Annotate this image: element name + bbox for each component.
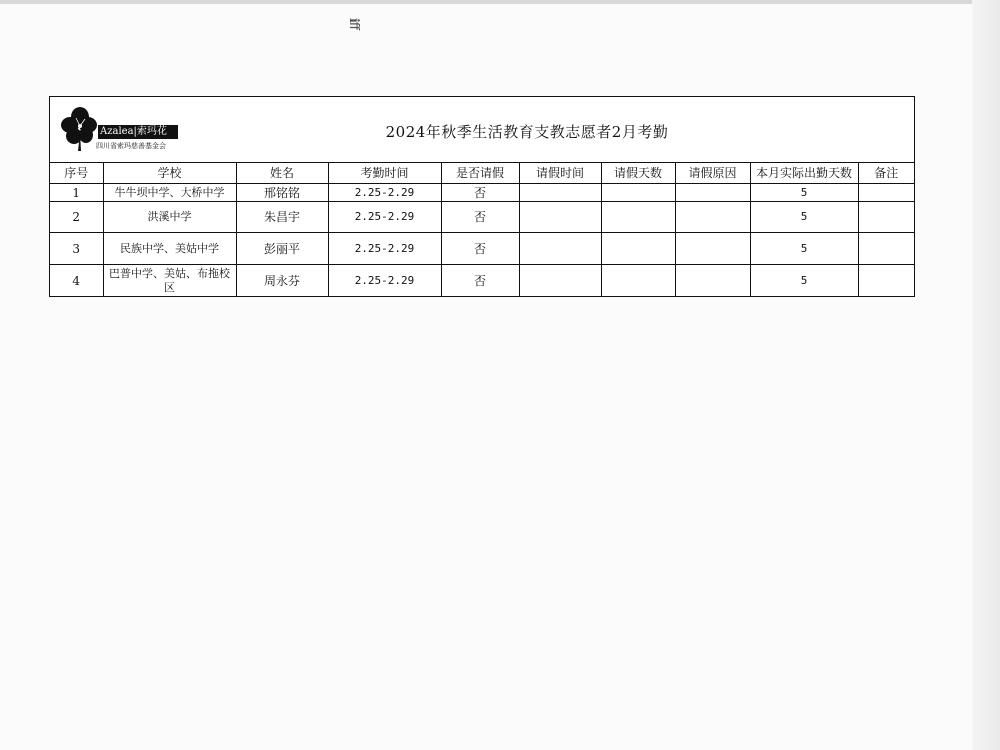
header-cell: 请假原因 — [675, 163, 750, 184]
leave-reason-cell — [675, 202, 750, 233]
note-cell — [858, 233, 914, 265]
title-row — [50, 97, 914, 163]
row-number: 2 — [50, 202, 103, 233]
header-cell: 请假时间 — [519, 163, 601, 184]
table-row — [50, 265, 914, 297]
actual-days-cell: 5 — [750, 265, 858, 297]
note-cell — [858, 265, 914, 297]
logo-brand-bar: Azalea|索玛花 — [98, 125, 178, 139]
leave-time-cell — [519, 184, 601, 202]
period-cell: 2.25-2.29 — [328, 233, 441, 265]
name-cell: 彭丽平 — [236, 233, 328, 265]
handwritten-mark: ℹ︎ff — [346, 17, 362, 30]
header-cell: 姓名 — [236, 163, 328, 184]
period-cell: 2.25-2.29 — [328, 202, 441, 233]
leave-time-cell — [519, 233, 601, 265]
leave-time-cell — [519, 265, 601, 297]
leave-days-cell — [601, 184, 675, 202]
leave-days-cell — [601, 265, 675, 297]
name-cell: 邢铭铭 — [236, 184, 328, 202]
school-cell: 民族中学、美姑中学 — [103, 233, 236, 265]
row-number: 1 — [50, 184, 103, 202]
actual-days-cell: 5 — [750, 184, 858, 202]
leave-days-cell — [601, 202, 675, 233]
header-cell: 序号 — [50, 163, 103, 184]
header-cell: 请假天数 — [601, 163, 675, 184]
actual-days-cell: 5 — [750, 202, 858, 233]
table-row — [50, 202, 914, 233]
scan-edge-right — [972, 0, 1000, 750]
period-cell: 2.25-2.29 — [328, 184, 441, 202]
note-cell — [858, 184, 914, 202]
header-row — [50, 163, 914, 184]
header-cell: 备注 — [858, 163, 914, 184]
leave-reason-cell — [675, 233, 750, 265]
header-cell: 学校 — [103, 163, 236, 184]
document-title: 2024年秋季生活教育支教志愿者2月考勤 — [385, 123, 669, 141]
actual-days-cell: 5 — [750, 233, 858, 265]
row-number: 4 — [50, 265, 103, 297]
attendance-sheet — [49, 96, 915, 297]
scan-edge-top — [0, 0, 1000, 4]
school-cell: 洪溪中学 — [103, 202, 236, 233]
school-cell: 巴普中学、美姑、布拖校区 — [103, 265, 236, 297]
header-cell: 是否请假 — [441, 163, 519, 184]
leave-time-cell — [519, 202, 601, 233]
table-row — [50, 233, 914, 265]
note-cell — [858, 202, 914, 233]
header-cell: 考勤时间 — [328, 163, 441, 184]
period-cell: 2.25-2.29 — [328, 265, 441, 297]
logo-brand-en: Azalea — [100, 126, 134, 137]
header-cell: 本月实际出勤天数 — [750, 163, 858, 184]
logo-org-name: 四川省索玛慈善基金会 — [96, 142, 166, 150]
leave-cell: 否 — [441, 233, 519, 265]
leave-days-cell — [601, 233, 675, 265]
school-cell: 牛牛坝中学、大桥中学 — [103, 184, 236, 202]
table-row — [50, 184, 914, 202]
attendance-table — [50, 163, 914, 296]
leave-reason-cell — [675, 265, 750, 297]
name-cell: 朱昌宇 — [236, 202, 328, 233]
logo-brand-cn: 索玛花 — [136, 126, 167, 137]
leave-cell: 否 — [441, 184, 519, 202]
leave-reason-cell — [675, 184, 750, 202]
leave-cell: 否 — [441, 202, 519, 233]
leave-cell: 否 — [441, 265, 519, 297]
name-cell: 周永芬 — [236, 265, 328, 297]
row-number: 3 — [50, 233, 103, 265]
